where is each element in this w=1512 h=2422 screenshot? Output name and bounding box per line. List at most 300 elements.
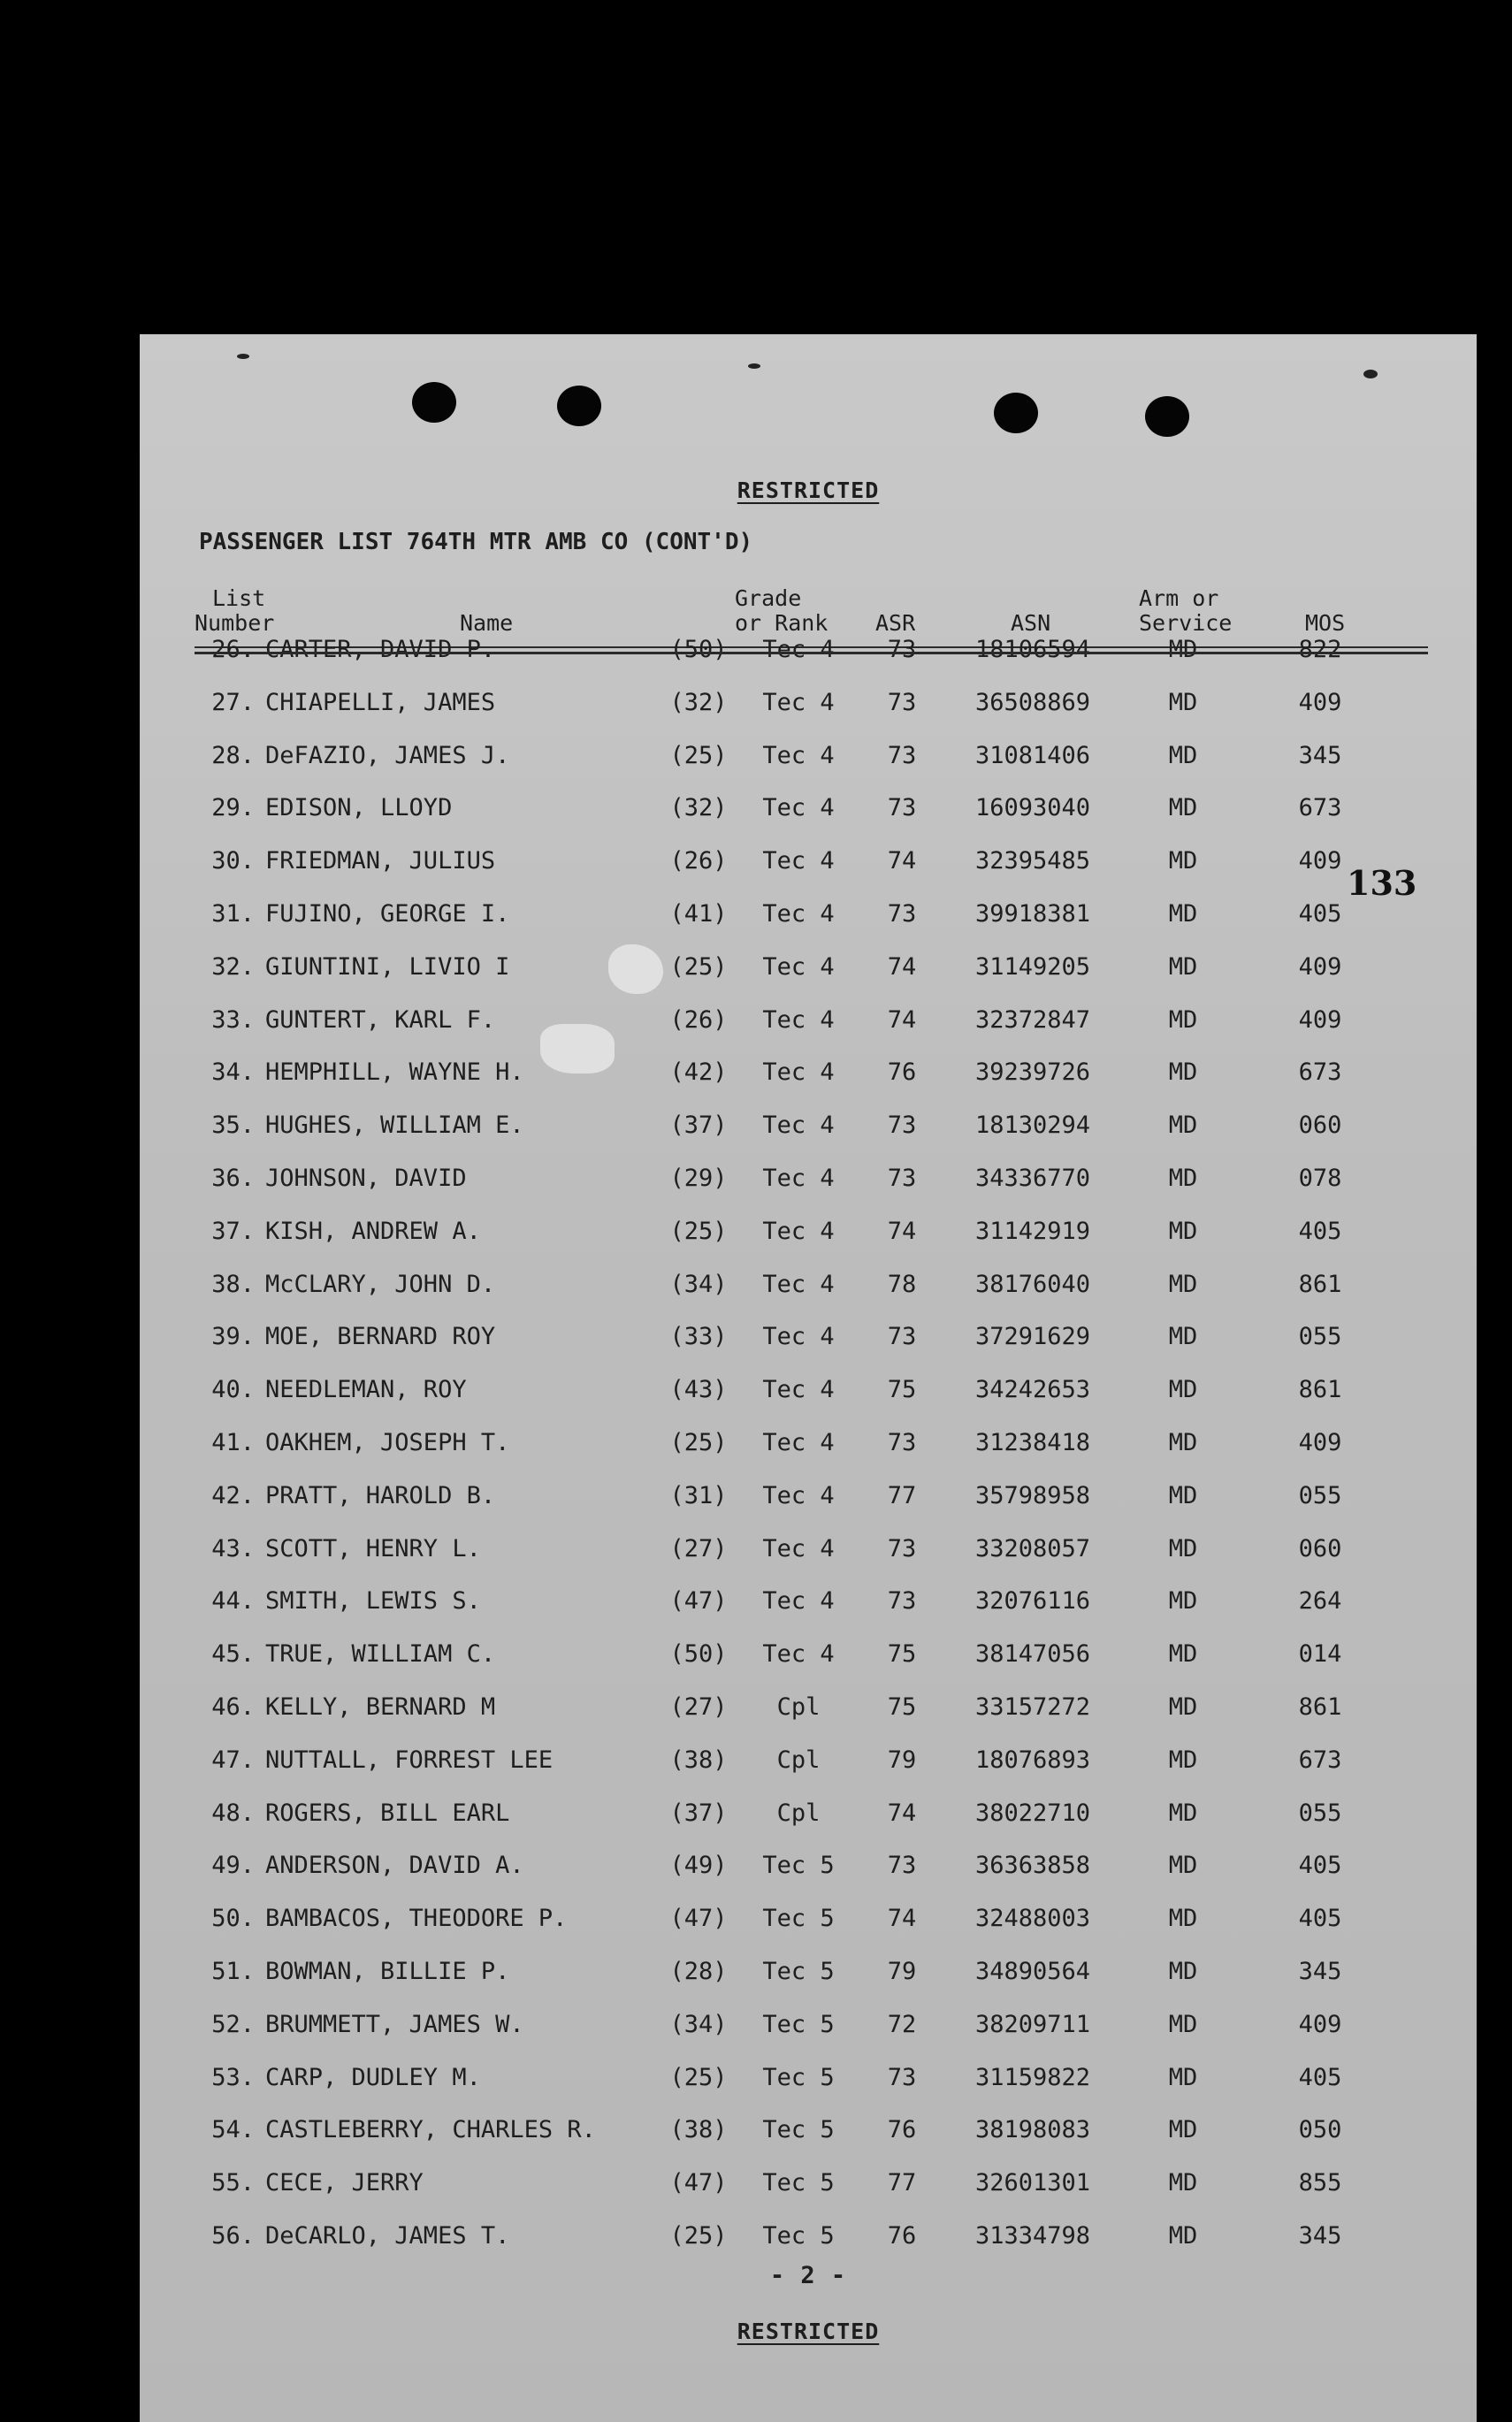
passenger-name: GUNTERT, KARL F. xyxy=(265,1005,496,1034)
mos-code: 822 xyxy=(1298,636,1342,663)
passenger-age: (50) xyxy=(669,636,728,663)
asr-score: 75 xyxy=(887,1693,917,1721)
table-row xyxy=(140,1640,1477,1676)
table-row xyxy=(140,1165,1477,1200)
col-head-rank: or Rank xyxy=(735,610,829,636)
mos-code: 409 xyxy=(1298,1005,1342,1034)
table-row xyxy=(140,2011,1477,2046)
passenger-name: KISH, ANDREW A. xyxy=(265,1217,481,1245)
mos-code: 060 xyxy=(1298,1534,1342,1562)
grade-rank: Tec 5 xyxy=(762,1958,835,1985)
passenger-name: OAKHEM, JOSEPH T. xyxy=(265,1429,510,1456)
grade-rank: Cpl xyxy=(776,1693,821,1721)
list-number: 52. xyxy=(211,2010,255,2038)
list-number: 48. xyxy=(211,1799,255,1827)
mos-code: 050 xyxy=(1298,2116,1342,2144)
grade-rank: Tec 4 xyxy=(762,1429,835,1456)
arm-service: MD xyxy=(1168,1799,1198,1827)
paper-speck xyxy=(1363,370,1378,378)
arm-service: MD xyxy=(1168,2010,1198,2038)
grade-rank: Tec 4 xyxy=(762,1376,835,1404)
mos-code: 345 xyxy=(1298,2222,1342,2250)
grade-rank: Tec 5 xyxy=(762,2116,835,2144)
grade-rank: Tec 5 xyxy=(762,2222,835,2250)
list-number: 55. xyxy=(211,2169,255,2197)
arm-service: MD xyxy=(1168,2063,1198,2091)
asr-score: 77 xyxy=(887,1481,917,1509)
table-row xyxy=(140,1482,1477,1517)
punch-hole xyxy=(412,382,456,423)
asr-score: 73 xyxy=(887,1587,917,1616)
asr-score: 73 xyxy=(887,1323,917,1351)
arm-service: MD xyxy=(1168,1640,1198,1669)
arm-service: MD xyxy=(1168,900,1198,928)
list-number: 36. xyxy=(211,1165,255,1192)
asr-score: 74 xyxy=(887,1005,917,1034)
serial-number: 31149205 xyxy=(974,952,1091,981)
passenger-age: (29) xyxy=(669,1165,728,1192)
passenger-name: CARTER, DAVID P. xyxy=(265,636,496,663)
arm-service: MD xyxy=(1168,1112,1198,1140)
grade-rank: Tec 4 xyxy=(762,688,835,716)
grade-rank: Tec 4 xyxy=(762,1323,835,1351)
mos-code: 345 xyxy=(1298,741,1342,769)
page-number: - 2 - xyxy=(769,2262,847,2289)
table-row xyxy=(140,2169,1477,2204)
arm-service: MD xyxy=(1168,794,1198,822)
table-row xyxy=(140,1323,1477,1358)
grade-rank: Tec 4 xyxy=(762,1165,835,1192)
serial-number: 32601301 xyxy=(974,2169,1091,2197)
serial-number: 38022710 xyxy=(974,1799,1091,1827)
table-row xyxy=(140,2222,1477,2258)
list-number: 26. xyxy=(211,636,255,663)
grade-rank: Tec 4 xyxy=(762,1534,835,1562)
list-number: 29. xyxy=(211,794,255,822)
serial-number: 37291629 xyxy=(974,1323,1091,1351)
list-number: 43. xyxy=(211,1534,255,1562)
list-number: 54. xyxy=(211,2116,255,2144)
asr-score: 75 xyxy=(887,1376,917,1404)
passenger-name: NEEDLEMAN, ROY xyxy=(265,1376,467,1404)
arm-service: MD xyxy=(1168,847,1198,875)
col-head-asn: ASN xyxy=(1011,610,1051,636)
punch-hole xyxy=(1145,396,1189,437)
grade-rank: Tec 5 xyxy=(762,2063,835,2091)
col-head-name: Name xyxy=(460,610,514,636)
table-row xyxy=(140,1112,1477,1147)
serial-number: 31081406 xyxy=(974,741,1091,769)
passenger-name: SMITH, LEWIS S. xyxy=(265,1587,481,1616)
passenger-age: (34) xyxy=(669,1270,728,1298)
table-row xyxy=(140,1799,1477,1835)
list-number: 31. xyxy=(211,900,255,928)
col-head-list: List xyxy=(212,585,266,611)
serial-number: 33157272 xyxy=(974,1693,1091,1721)
serial-number: 18130294 xyxy=(974,1112,1091,1140)
table-row xyxy=(140,1905,1477,1940)
arm-service: MD xyxy=(1168,1376,1198,1404)
passenger-name: BOWMAN, BILLIE P. xyxy=(265,1958,510,1985)
passenger-age: (37) xyxy=(669,1799,728,1827)
classification-header: RESTRICTED xyxy=(737,478,880,503)
serial-number: 31159822 xyxy=(974,2063,1091,2091)
asr-score: 73 xyxy=(887,741,917,769)
passenger-age: (32) xyxy=(669,794,728,822)
passenger-age: (49) xyxy=(669,1852,728,1880)
list-number: 42. xyxy=(211,1481,255,1509)
arm-service: MD xyxy=(1168,1217,1198,1245)
passenger-age: (37) xyxy=(669,1112,728,1140)
passenger-name: BAMBACOS, THEODORE P. xyxy=(265,1905,568,1933)
table-row xyxy=(140,1746,1477,1782)
grade-rank: Tec 4 xyxy=(762,794,835,822)
col-head-asr: ASR xyxy=(875,610,916,636)
passenger-name: ROGERS, BILL EARL xyxy=(265,1799,510,1827)
arm-service: MD xyxy=(1168,1746,1198,1774)
mos-code: 855 xyxy=(1298,2169,1342,2197)
serial-number: 32076116 xyxy=(974,1587,1091,1616)
arm-service: MD xyxy=(1168,2116,1198,2144)
list-number: 45. xyxy=(211,1640,255,1669)
margin-stamp: 133 xyxy=(1347,863,1417,903)
grade-rank: Tec 5 xyxy=(762,2010,835,2038)
document-title: PASSENGER LIST 764TH MTR AMB CO (CONT'D) xyxy=(199,529,753,555)
table-row xyxy=(140,847,1477,882)
grade-rank: Tec 4 xyxy=(762,1217,835,1245)
mos-code: 055 xyxy=(1298,1799,1342,1827)
list-number: 32. xyxy=(211,952,255,981)
asr-score: 78 xyxy=(887,1270,917,1298)
asr-score: 74 xyxy=(887,1905,917,1933)
arm-service: MD xyxy=(1168,1958,1198,1985)
arm-service: MD xyxy=(1168,952,1198,981)
table-row xyxy=(140,2064,1477,2099)
mos-code: 673 xyxy=(1298,1058,1342,1087)
arm-service: MD xyxy=(1168,688,1198,716)
col-head-number: Number xyxy=(195,610,275,636)
mos-code: 861 xyxy=(1298,1376,1342,1404)
asr-score: 76 xyxy=(887,1058,917,1087)
passenger-name: GIUNTINI, LIVIO I xyxy=(265,952,510,981)
arm-service: MD xyxy=(1168,1587,1198,1616)
list-number: 34. xyxy=(211,1058,255,1087)
classification-footer: RESTRICTED xyxy=(737,2319,880,2344)
list-number: 47. xyxy=(211,1746,255,1774)
asr-score: 73 xyxy=(887,688,917,716)
passenger-age: (43) xyxy=(669,1376,728,1404)
list-number: 40. xyxy=(211,1376,255,1404)
arm-service: MD xyxy=(1168,1693,1198,1721)
serial-number: 32488003 xyxy=(974,1905,1091,1933)
passenger-age: (34) xyxy=(669,2010,728,2038)
mos-code: 861 xyxy=(1298,1693,1342,1721)
mos-code: 409 xyxy=(1298,952,1342,981)
serial-number: 39239726 xyxy=(974,1058,1091,1087)
mos-code: 405 xyxy=(1298,1905,1342,1933)
mos-code: 409 xyxy=(1298,1429,1342,1456)
passenger-age: (38) xyxy=(669,2116,728,2144)
asr-score: 74 xyxy=(887,847,917,875)
passenger-name: NUTTALL, FORREST LEE xyxy=(265,1746,554,1774)
passenger-name: TRUE, WILLIAM C. xyxy=(265,1640,496,1669)
table-row xyxy=(140,900,1477,936)
mos-code: 264 xyxy=(1298,1587,1342,1616)
table-row xyxy=(140,1693,1477,1729)
passenger-age: (25) xyxy=(669,1217,728,1245)
passenger-age: (25) xyxy=(669,2222,728,2250)
mos-code: 345 xyxy=(1298,1958,1342,1985)
passenger-age: (25) xyxy=(669,741,728,769)
asr-score: 73 xyxy=(887,900,917,928)
list-number: 33. xyxy=(211,1005,255,1034)
grade-rank: Tec 4 xyxy=(762,1481,835,1509)
document-page xyxy=(140,334,1477,2422)
grade-rank: Tec 4 xyxy=(762,1005,835,1034)
table-row xyxy=(140,953,1477,989)
list-number: 28. xyxy=(211,741,255,769)
passenger-age: (26) xyxy=(669,847,728,875)
list-number: 37. xyxy=(211,1217,255,1245)
list-number: 41. xyxy=(211,1429,255,1456)
asr-score: 73 xyxy=(887,1852,917,1880)
arm-service: MD xyxy=(1168,2222,1198,2250)
mos-code: 405 xyxy=(1298,1852,1342,1880)
punch-hole xyxy=(557,386,601,426)
serial-number: 36508869 xyxy=(974,688,1091,716)
passenger-name: KELLY, BERNARD M xyxy=(265,1693,496,1721)
passenger-name: CASTLEBERRY, CHARLES R. xyxy=(265,2116,596,2144)
grade-rank: Tec 4 xyxy=(762,1112,835,1140)
table-row xyxy=(140,1058,1477,1094)
passenger-age: (47) xyxy=(669,2169,728,2197)
list-number: 44. xyxy=(211,1587,255,1616)
serial-number: 34336770 xyxy=(974,1165,1091,1192)
table-row xyxy=(140,2116,1477,2151)
serial-number: 38176040 xyxy=(974,1270,1091,1298)
mos-code: 405 xyxy=(1298,900,1342,928)
passenger-name: EDISON, LLOYD xyxy=(265,794,453,822)
serial-number: 31334798 xyxy=(974,2222,1091,2250)
list-number: 27. xyxy=(211,688,255,716)
passenger-name: DeFAZIO, JAMES J. xyxy=(265,741,510,769)
arm-service: MD xyxy=(1168,1323,1198,1351)
asr-score: 74 xyxy=(887,1799,917,1827)
table-row xyxy=(140,1587,1477,1623)
col-head-service: Service xyxy=(1139,610,1233,636)
passenger-name: FUJINO, GEORGE I. xyxy=(265,900,510,928)
mos-code: 409 xyxy=(1298,847,1342,875)
col-head-arm: Arm or xyxy=(1139,585,1219,611)
serial-number: 34890564 xyxy=(974,1958,1091,1985)
asr-score: 73 xyxy=(887,636,917,663)
serial-number: 34242653 xyxy=(974,1376,1091,1404)
table-row xyxy=(140,794,1477,829)
passenger-name: JOHNSON, DAVID xyxy=(265,1165,467,1192)
asr-score: 76 xyxy=(887,2222,917,2250)
mos-code: 673 xyxy=(1298,1746,1342,1774)
asr-score: 75 xyxy=(887,1640,917,1669)
passenger-age: (28) xyxy=(669,1958,728,1985)
passenger-age: (25) xyxy=(669,2063,728,2091)
passenger-age: (25) xyxy=(669,1429,728,1456)
passenger-age: (25) xyxy=(669,952,728,981)
mos-code: 055 xyxy=(1298,1481,1342,1509)
asr-score: 73 xyxy=(887,2063,917,2091)
asr-score: 73 xyxy=(887,1429,917,1456)
list-number: 56. xyxy=(211,2222,255,2250)
grade-rank: Cpl xyxy=(776,1746,821,1774)
passenger-name: BRUMMETT, JAMES W. xyxy=(265,2010,524,2038)
arm-service: MD xyxy=(1168,1534,1198,1562)
passenger-age: (41) xyxy=(669,900,728,928)
paper-speck xyxy=(237,354,249,359)
list-number: 49. xyxy=(211,1852,255,1880)
table-row xyxy=(140,1852,1477,1887)
serial-number: 32372847 xyxy=(974,1005,1091,1034)
asr-score: 73 xyxy=(887,1534,917,1562)
list-number: 53. xyxy=(211,2063,255,2091)
arm-service: MD xyxy=(1168,1165,1198,1192)
asr-score: 74 xyxy=(887,952,917,981)
arm-service: MD xyxy=(1168,1005,1198,1034)
passenger-name: CARP, DUDLEY M. xyxy=(265,2063,481,2091)
asr-score: 79 xyxy=(887,1958,917,1985)
passenger-age: (27) xyxy=(669,1534,728,1562)
serial-number: 35798958 xyxy=(974,1481,1091,1509)
passenger-name: HEMPHILL, WAYNE H. xyxy=(265,1058,524,1087)
serial-number: 18076893 xyxy=(974,1746,1091,1774)
serial-number: 16093040 xyxy=(974,794,1091,822)
grade-rank: Tec 4 xyxy=(762,847,835,875)
col-head-mos: MOS xyxy=(1305,610,1346,636)
serial-number: 18106594 xyxy=(974,636,1091,663)
passenger-name: CECE, JERRY xyxy=(265,2169,424,2197)
mos-code: 673 xyxy=(1298,794,1342,822)
mos-code: 078 xyxy=(1298,1165,1342,1192)
list-number: 30. xyxy=(211,847,255,875)
grade-rank: Tec 4 xyxy=(762,1270,835,1298)
mos-code: 405 xyxy=(1298,2063,1342,2091)
grade-rank: Tec 4 xyxy=(762,741,835,769)
mos-code: 405 xyxy=(1298,1217,1342,1245)
asr-score: 79 xyxy=(887,1746,917,1774)
serial-number: 38209711 xyxy=(974,2010,1091,2038)
table-row xyxy=(140,636,1477,671)
passenger-name: FRIEDMAN, JULIUS xyxy=(265,847,496,875)
passenger-age: (42) xyxy=(669,1058,728,1087)
passenger-age: (38) xyxy=(669,1746,728,1774)
list-number: 50. xyxy=(211,1905,255,1933)
asr-score: 73 xyxy=(887,794,917,822)
serial-number: 38198083 xyxy=(974,2116,1091,2144)
serial-number: 39918381 xyxy=(974,900,1091,928)
passenger-name: PRATT, HAROLD B. xyxy=(265,1481,496,1509)
grade-rank: Tec 5 xyxy=(762,1905,835,1933)
list-number: 51. xyxy=(211,1958,255,1985)
mos-code: 014 xyxy=(1298,1640,1342,1669)
serial-number: 33208057 xyxy=(974,1534,1091,1562)
asr-score: 72 xyxy=(887,2010,917,2038)
table-row xyxy=(140,1218,1477,1253)
table-row xyxy=(140,1958,1477,1993)
table-row xyxy=(140,742,1477,777)
serial-number: 38147056 xyxy=(974,1640,1091,1669)
passenger-age: (47) xyxy=(669,1587,728,1616)
grade-rank: Tec 4 xyxy=(762,900,835,928)
arm-service: MD xyxy=(1168,741,1198,769)
arm-service: MD xyxy=(1168,1429,1198,1456)
asr-score: 73 xyxy=(887,1165,917,1192)
paper-speck xyxy=(748,363,760,369)
asr-score: 74 xyxy=(887,1217,917,1245)
grade-rank: Tec 4 xyxy=(762,636,835,663)
arm-service: MD xyxy=(1168,1852,1198,1880)
table-row xyxy=(140,1006,1477,1042)
asr-score: 77 xyxy=(887,2169,917,2197)
serial-number: 36363858 xyxy=(974,1852,1091,1880)
grade-rank: Tec 4 xyxy=(762,1587,835,1616)
table-row xyxy=(140,689,1477,724)
grade-rank: Tec 5 xyxy=(762,1852,835,1880)
punch-hole xyxy=(994,393,1038,433)
arm-service: MD xyxy=(1168,636,1198,663)
col-head-grade: Grade xyxy=(735,585,802,611)
mos-code: 060 xyxy=(1298,1112,1342,1140)
table-row xyxy=(140,1535,1477,1570)
mos-code: 409 xyxy=(1298,2010,1342,2038)
passenger-name: McCLARY, JOHN D. xyxy=(265,1270,496,1298)
table-row xyxy=(140,1271,1477,1306)
asr-score: 76 xyxy=(887,2116,917,2144)
mos-code: 409 xyxy=(1298,688,1342,716)
table-row xyxy=(140,1429,1477,1464)
passenger-age: (26) xyxy=(669,1005,728,1034)
grade-rank: Cpl xyxy=(776,1799,821,1827)
passenger-age: (27) xyxy=(669,1693,728,1721)
asr-score: 73 xyxy=(887,1112,917,1140)
passenger-name: DeCARLO, JAMES T. xyxy=(265,2222,510,2250)
grade-rank: Tec 4 xyxy=(762,1640,835,1669)
grade-rank: Tec 4 xyxy=(762,952,835,981)
passenger-name: HUGHES, WILLIAM E. xyxy=(265,1112,524,1140)
arm-service: MD xyxy=(1168,2169,1198,2197)
passenger-age: (31) xyxy=(669,1481,728,1509)
passenger-age: (50) xyxy=(669,1640,728,1669)
passenger-age: (47) xyxy=(669,1905,728,1933)
grade-rank: Tec 4 xyxy=(762,1058,835,1087)
passenger-name: MOE, BERNARD ROY xyxy=(265,1323,496,1351)
arm-service: MD xyxy=(1168,1905,1198,1933)
list-number: 38. xyxy=(211,1270,255,1298)
grade-rank: Tec 5 xyxy=(762,2169,835,2197)
arm-service: MD xyxy=(1168,1270,1198,1298)
arm-service: MD xyxy=(1168,1481,1198,1509)
arm-service: MD xyxy=(1168,1058,1198,1087)
mos-code: 861 xyxy=(1298,1270,1342,1298)
passenger-name: SCOTT, HENRY L. xyxy=(265,1534,481,1562)
mos-code: 055 xyxy=(1298,1323,1342,1351)
serial-number: 31142919 xyxy=(974,1217,1091,1245)
list-number: 35. xyxy=(211,1112,255,1140)
passenger-name: ANDERSON, DAVID A. xyxy=(265,1852,524,1880)
table-row xyxy=(140,1376,1477,1411)
passenger-name: CHIAPELLI, JAMES xyxy=(265,688,496,716)
list-number: 39. xyxy=(211,1323,255,1351)
passenger-age: (32) xyxy=(669,688,728,716)
serial-number: 32395485 xyxy=(974,847,1091,875)
serial-number: 31238418 xyxy=(974,1429,1091,1456)
